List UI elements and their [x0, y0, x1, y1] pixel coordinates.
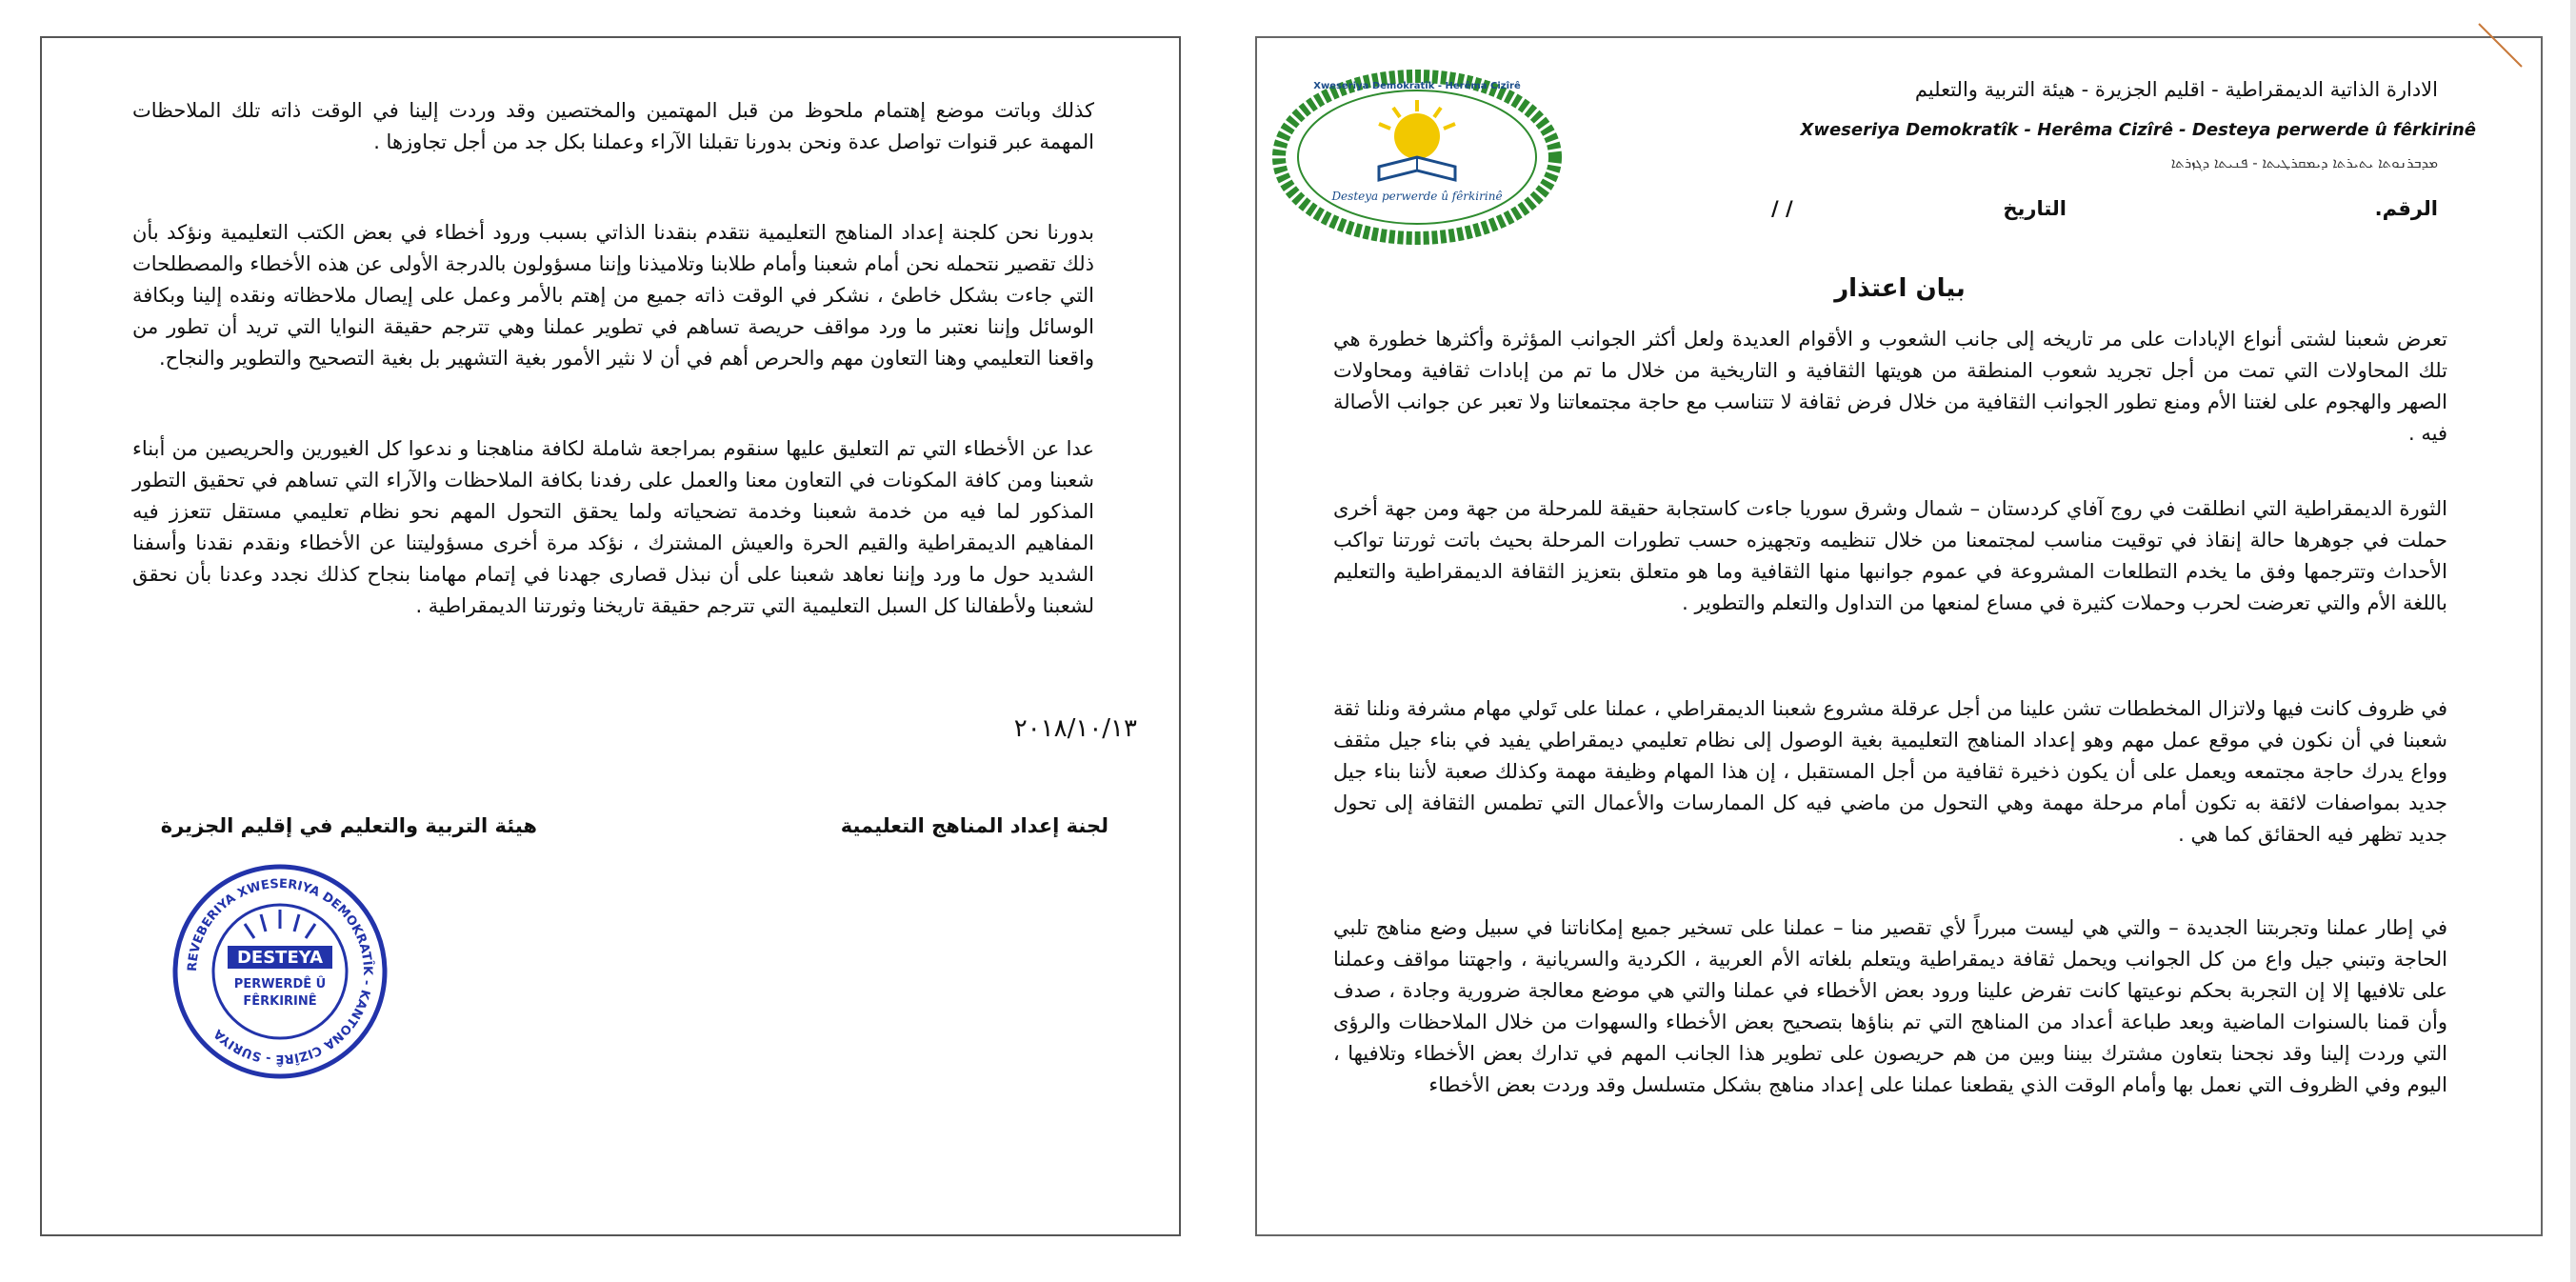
logo-icon [1265, 62, 1579, 252]
right-page [1255, 36, 2543, 1236]
official-stamp [170, 862, 389, 1081]
logo-bottom-text: Desteya perwerde û fêrkirinê [1331, 190, 1503, 203]
header-arabic: الادارة الذاتية الديمقراطية - اقليم الجزيرة - هيئة التربية والتعليم [1914, 78, 2438, 101]
stamp-icon [170, 862, 389, 1081]
statement-title: بيان اعتذار [1834, 274, 1966, 303]
header-kurdish: Xweseriya Demokratîk - Herêma Cizîrê - Desteya perwerde û fêrkirinê [1800, 120, 2476, 140]
signature-curriculum-committee: لجنة إعداد المناهج التعليمية [840, 814, 1108, 837]
stamp-center-line2: PERWERDÊ Û [233, 977, 327, 992]
paragraph-1: تعرض شعبنا لشتى أنواع الإبادات على مر تاريخه إلى جانب الشعوب و الأقوام العديدة ولعل أكثر الجوانب المؤثرة وأكثرها خطورة هي تلك المحاولات التي تمت من أجل تجريد شعوب المنطقة من هويتها الثقافية و التاريخية من خلال ما تم من إبادات ثقافية ومحاولات الصهر والهجوم على لغتنا الأم ومنع تطور الجوانب الثقافية من خلال فرض ثقافة لا تتناسب مع حاجة مجتمعاتنا ولا تعبر عن جوانب الأصالة فيه . [1333, 328, 2447, 445]
signature-education-authority: هيئة التربية والتعليم في إقليم الجزيرة [160, 814, 537, 837]
education-authority-logo [1265, 62, 1579, 252]
logo-top-text: Xweseriya Demokratîk - Herêma Cizîrê [1313, 81, 1521, 91]
date-placeholder: / / [1771, 197, 1793, 220]
reference-number-label: الرقم. [2374, 197, 2438, 220]
paragraph-4: في إطار عملنا وتجربتنا الجديدة – والتي هي ليست مبرراً لأي تقصير منا – عملنا على تسخير جميع إمكاناتنا في سبيل وضع مناهج تلبي الحاجة وتبني جيل واع من كل الجوانب ويحمل ثقافة ديمقراطية ويتعلم بلغاته الأم العربية ، الكردية والسريانية ، واجهتنا مواقف وعملنا على تلافيها إلا إن التجربة بحكم نوعيتها كانت تفرض علينا ورود بعض الأخطاء في عملنا والتي هي موضع معالجة ضرورية وجادة ، صدف وأن قمنا بالسنوات الماضية وبعد طباعة أعداد من المناهج التي تم بناؤها بتصحيح بعض الأخطاء والسهوات من خلال الملاحظات والرؤى التي وردت إلينا وقد نجحنا بتعاون مشترك بيننا وبين من هم حريصون على تطوير هذا الجانب المهم في تدارك بعض الأخطاء وتلافيها ، اليوم وفي الظروف التي نعمل بها وأمام الوقت الذي يقطعنا عملنا على إعداد مناهج بشكل متسلسل وقد وردت بعض الأخطاء [1333, 916, 2447, 1096]
stamp-center-line1: DESTEYA [236, 948, 324, 968]
paragraph-3: في ظروف كانت فيها ولاتزال المخططات تشن علينا من أجل عرقلة مشروع شعبنا الديمقراطي ، عملنا على تَولي مهام مشرفة ونلنا ثقة شعبنا في أن نكون في موقع عمل مهم وهو إعداد المناهج التعليمية بغية الوصول إلى نظام تعليمي ديمقراطي يفيد في بناء جيل مثقف وواع يدرك حاجة مجتمعه ويعمل على أن يكون ذخيرة ثقافية من أجل المستقبل ، إن هذا المهام وظيفة مهمة وكذلك صعبة لأننا بناء جيل جديد بمواصفات لائقة به تكون أمام مرحلة مهمة وهي التحول من ماضي فيه كل الممارسات والأعمال التي تطمس الثقافة إلى تحول جديد تظهر فيه الحقائق كما هي . [1333, 697, 2447, 846]
paragraph-2: بدورنا نحن كلجنة إعداد المناهج التعليمية نتقدم بنقدنا الذاتي بسبب ورود أخطاء في بعض الكتب التعليمية ونؤكد بأن ذلك تقصير نتحمله نحن أمام شعبنا وأمام طلابنا وتلاميذنا وإننا مسؤولون بالدرجة الأولى عن هذه الأخطاء والمصطلحات التي جاءت بشكل خاطئ ، نشكر في الوقت ذاته جميع من إهتم بالأمر وعمل على إيصال ملاحظاته ونقده إلينا وبكافة الوسائل وإننا نعتبر ما ورد مواقف حريصة تساهم في تطوير عملنا وهي تترجم حقيقة النوايا التي تريد أن تطور من واقعنا التعليمي وهنا التعاون مهم والحرص أهم في أن لا نثير الأمور بغية التشهير بل بغية التصحيح والتطوير والنجاح. [132, 221, 1094, 370]
date-label: التاريخ [2003, 197, 2067, 220]
pen-mark-icon [2474, 19, 2531, 76]
paragraph-3: عدا عن الأخطاء التي تم التعليق عليها سنقوم بمراجعة شاملة لكافة مناهجنا و ندعوا كل الغيورين والحريصين من أبناء شعبنا ومن كافة المكونات في التعاون معنا والعمل على رفدنا بكافة الملاحظات والآراء التي تساهم في تحقيق التطور المذكور لما فيه من خدمة شعبنا وخدمة تضحياته ولما يحقق التحول المهم نحو نظام تعليمي مستقل تتعزز فيه المفاهيم الديمقراطية والقيم الحرة والعيش المشترك ، نؤكد مرة أخرى مسؤوليتنا عن الأخطاء ونقدم نقدنا وأسفنا الشديد حول ما ورد وإننا نعاهد شعبنا على أن نبذل قصارى جهدنا في إتمام مهامنا بنجاح كذلك نجدد وعدنا بأن نحقق لشعبنا ولأطفالنا كل السبل التعليمية التي تترجم حقيقة تاريخنا وثورتنا الديمقراطية . [132, 437, 1094, 617]
document-date: ٢٠١٨/١٠/١٣ [1013, 714, 1137, 743]
stamp-ring-text: REVEBERIYA XWESERIYA DEMOKRATÎK - KANTONA CIZÎRÊ - SURIYA [185, 876, 375, 1067]
stamp-center-line3: FÊRKIRINÊ [243, 994, 317, 1009]
header-syriac: ܡܕܒܪܢܘܬܐ ܝܬܝܪܬܐ ܕܝܡܩܪܛܝܬܐ - ܦܢܝܬܐ ܕܓܙܪܬܐ [2170, 154, 2438, 171]
paragraph-1: كذلك وباتت موضع إهتمام ملحوظ من قبل المهتمين والمختصين وقد وردت إلينا في الوقت ذاته تلك الملاحظات المهمة عبر قنوات تواصل عدة ونحن بدورنا تقبلنا الآراء وعملنا بكل جد من أجل تجاوزها . [132, 99, 1094, 153]
scan-edge [2570, 0, 2576, 1282]
paragraph-2: الثورة الديمقراطية التي انطلقت في روج آفاي كردستان – شمال وشرق سوريا جاءت كاستجابة حقيقة للمرحلة من جهة ومن جهة أخرى حملت في جوهرها حالة إنقاذ في توقيت مناسب لمجتمعنا من خلال تنظيمه وتجهيزه حسب تطورات المرحلة بحيث باتت ثورتنا تواكب الأحداث وتترجمها وفق ما يخدم التطلعات المشروعة في عموم جوانبها منها الثقافية وما هو متعلق بتعزيز الثقافة الديمقراطية والتعليم باللغة الأم والتي تعرضت لحرب وحملات كثيرة في مساع لمنعها من التداول والتعلم والتطوير . [1333, 497, 2447, 614]
left-page [40, 36, 1181, 1236]
